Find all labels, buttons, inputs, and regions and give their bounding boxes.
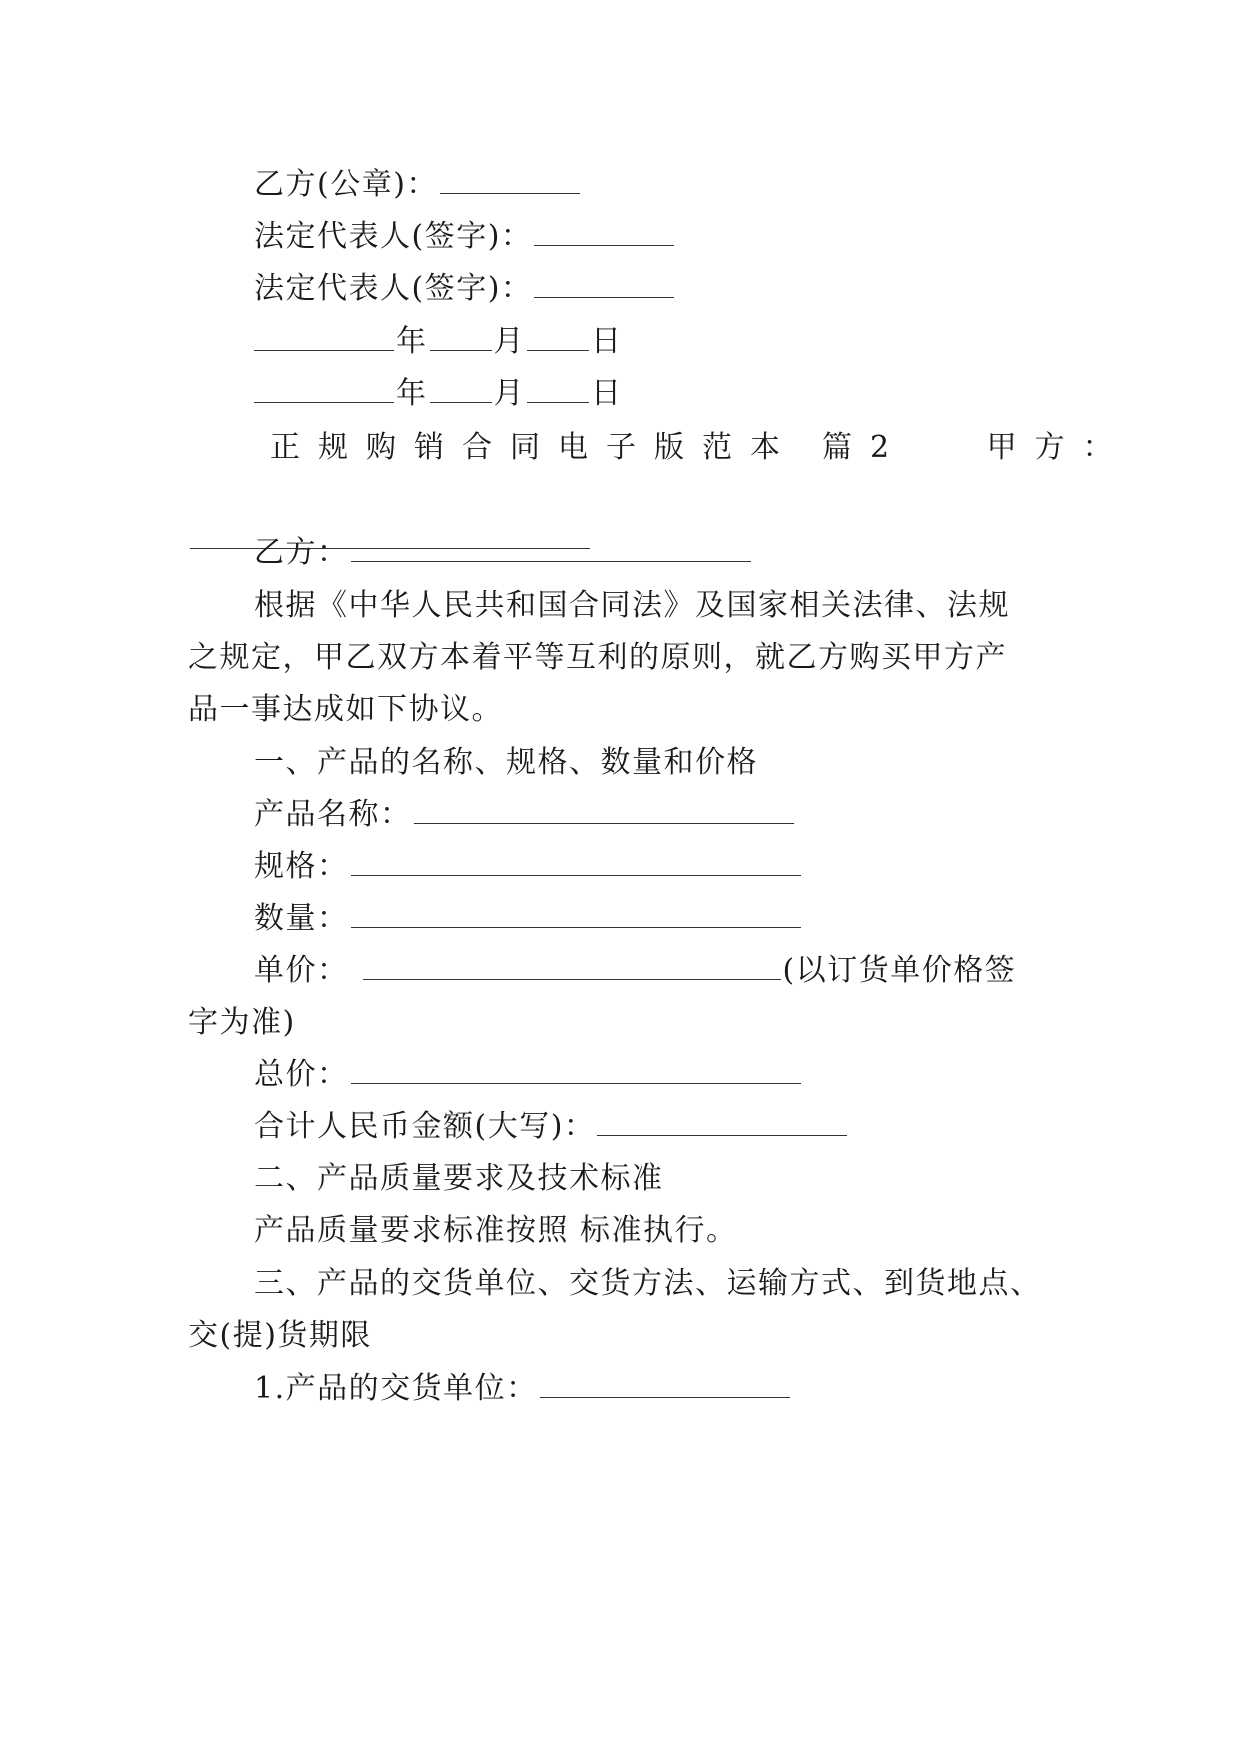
section-3-heading-line-2: 交(提)货期限 [188,1318,372,1353]
party-b-seal-blank[interactable] [440,157,580,194]
party-b-seal-label: 乙方(公章)： [254,167,438,202]
party-b-blank[interactable] [351,525,751,562]
legal-rep-label-1: 法定代表人(签字)： [254,219,533,254]
preamble-line-3: 品一事达成如下协议。 [188,692,503,727]
party-b-label: 乙方： [254,535,349,570]
legal-rep-blank-2[interactable] [534,261,674,298]
product-name-line [188,786,1124,844]
spec-label: 规格： [254,849,349,884]
date-line-1 [188,313,1124,371]
unit-price-note: (以订货单价格签 [782,953,1017,988]
unit-price-note-cont: 字为准) [188,1005,296,1040]
quality-standard-text: 产品质量要求标准按照 标准执行。 [254,1213,738,1248]
party-b-seal-line [188,156,1124,214]
contract-title: 正规购销合同电子版范本 [270,430,798,465]
total-rmb-blank[interactable] [597,1099,847,1136]
delivery-unit-label: 1.产品的交货单位： [254,1371,538,1406]
quantity-blank[interactable] [351,891,801,928]
year-blank-2[interactable] [254,366,394,403]
total-rmb-label: 合计人民币金额(大写)： [254,1109,596,1144]
section-1-heading: 一、产品的名称、规格、数量和价格 [254,745,758,780]
party-a-label: 甲方： [986,430,1131,465]
day-blank-1[interactable] [527,314,589,351]
preamble-line-1: 根据《中华人民共和国合同法》及国家相关法律、法规 [254,588,1010,623]
spec-blank[interactable] [351,839,801,876]
legal-rep-blank-1[interactable] [534,209,674,246]
total-price-label: 总价： [254,1057,349,1092]
legal-rep-line-1 [188,208,1124,266]
spec-line [188,838,1124,896]
month-blank-2[interactable] [430,366,492,403]
product-name-blank[interactable] [414,787,794,824]
month-label-1: 月 [493,324,525,359]
section-2-heading: 二、产品质量要求及技术标准 [254,1161,664,1196]
legal-rep-label-2: 法定代表人(签字)： [254,271,533,306]
unit-price-blank[interactable] [363,943,781,980]
year-label-2: 年 [396,376,428,411]
month-label-2: 月 [493,376,525,411]
delivery-unit-line [188,1360,1124,1418]
quantity-label: 数量： [254,901,349,936]
total-price-line [188,1046,1124,1104]
date-line-2 [188,365,1124,423]
year-blank-1[interactable] [254,314,394,351]
day-label-1: 日 [591,324,623,359]
product-name-label: 产品名称： [254,797,412,832]
total-price-blank[interactable] [351,1047,801,1084]
total-rmb-line [188,1098,1124,1156]
unit-price-line [188,942,1124,1000]
year-label-1: 年 [396,324,428,359]
day-blank-2[interactable] [527,366,589,403]
legal-rep-line-2 [188,260,1124,318]
preamble-line-2: 之规定，甲乙双方本着平等互利的原则，就乙方购买甲方产 [188,640,1007,675]
contract-title-num: 2 [870,430,891,465]
section-3-heading-line-1: 三、产品的交货单位、交货方法、运输方式、到货地点、 [254,1266,1042,1301]
delivery-unit-blank[interactable] [540,1361,790,1398]
party-b-line [188,524,1124,582]
month-blank-1[interactable] [430,314,492,351]
contract-title-line [270,419,1131,477]
contract-title-part: 篇 [822,430,870,465]
day-label-2: 日 [591,376,623,411]
quantity-line [188,890,1124,948]
unit-price-label: 单价： [254,953,349,988]
